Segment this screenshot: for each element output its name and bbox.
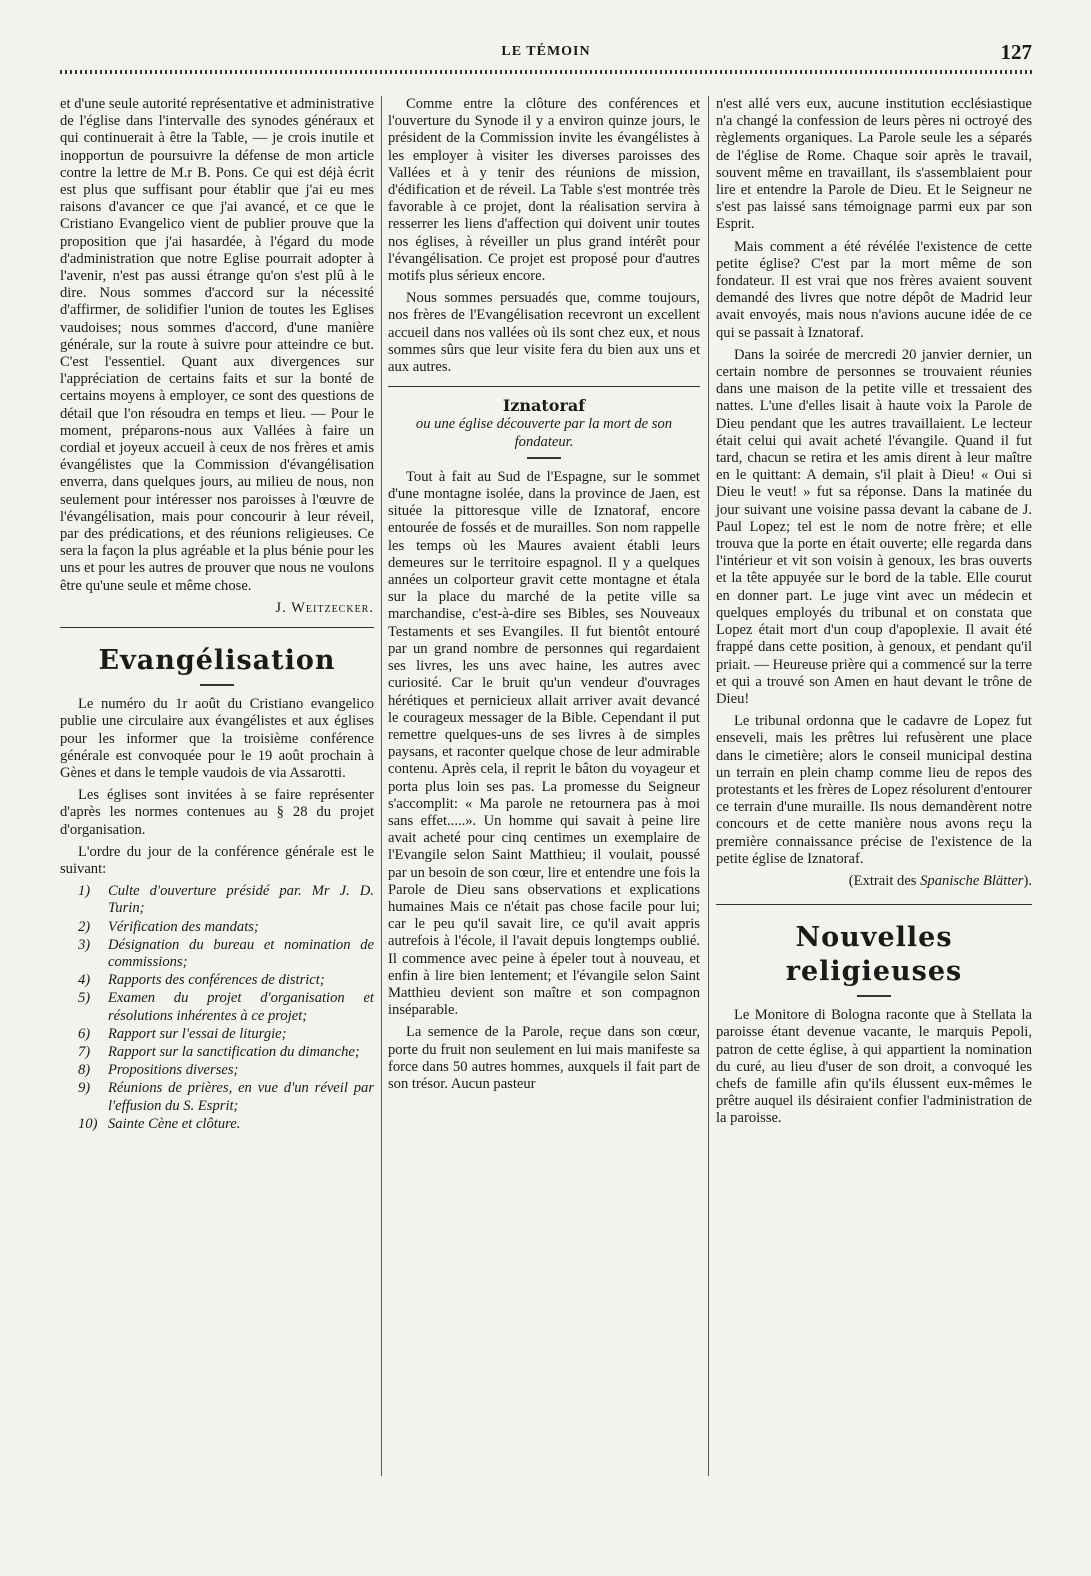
running-title: LE TÉMOIN — [501, 44, 591, 59]
article-subtitle: ou une église découverte par la mort de son fondateur. — [415, 416, 673, 450]
column-divider — [381, 96, 382, 1476]
agenda-item: 8) Propositions diverses; — [78, 1062, 239, 1079]
paragraph: n'est allé vers eux, aucune institution ecclésiastique n'a changé la confession de leurs pères ni octroyé des règlements organiques. La Parole seule les a séparés de l'église de Rome. Chaque soir après le travail, souvent même en travaillant, ils s'assemblaient pour lire et entendre la Parole de Dieu. Et le Seigneur ne s'est pas laissé sans témoignage parmi eux par son Esprit. — [716, 96, 1032, 233]
paragraph: Mais comment a été révélée l'existence de cette petite église? C'est par la mort même de son fondateur. Il est vrai que nos frères avaient souvent demandé des livres que notre dépôt de Madrid leur avait envoyés, mais nous n'avions aucune idée de ce qui se passait à Iznatoraf. — [716, 238, 1032, 341]
agenda-item: 5) Examen du projet d'organisation et résolutions inhérentes à ce projet; — [78, 990, 374, 1024]
paragraph: Comme entre la clôture des conférences et l'ouverture du Synode il y a environ quinze jours, le président de la Commission invite les évangélistes à les employer à visiter les diverses paroisses des Vallées et à y tenir des réunions de mission, d'édification et de réveil. La Table s'est montrée très favorable à ce projet, dont la réalisation servira à resserrer les liens d'affection qui doivent unir toutes nos églises, à réveiller un plus grand intérêt pour l'évangélisation. Ce projet est proposé pour d'autres motifs plus sérieux encore. — [388, 96, 700, 285]
paragraph: Les églises sont invitées à se faire représenter d'après les normes contenues au § 28 du projet d'organisation. — [60, 787, 374, 838]
agenda-item: 7) Rapport sur la sanctification du dimanche; — [78, 1043, 360, 1060]
section-title-nouvelles-religieuses: Nouvelles religieuses — [785, 922, 963, 988]
paragraph: et d'une seule autorité représentative et administrative de l'église dans l'intervalle des synodes généraux et qui continuerait à être la Table, — je crois inutile et inopportun de poursuivre la défense de mon article contre la lettre de M.r B. Pons. Ce qui est déjà écrit est plus que suffisant pour établir que j'ai eu mes raisons d'avancer ce que j'ai avancé, et ce que le Cristiano Evangelico vient de publier prouve que la proposition que j'ai hasardée, à l'égard du mode d'administration que notre Eglise pourrait adopter à l'avenir, n'est pas aussi étrange qu'on s'est plû à le dire. Nous sommes d'accord sur la nécessité d'affirmer, de solidifier l'union de toutes les Eglises vaudoises; nous sommes d'accord, d'une manière générale, sur la route à suivre pour atteindre ce but. C'est l'essentiel. Quant aux divergences sur l'appréciation de certains faits et sur la bonté de certains moyens à employer, ce sont des questions de détail que l'on résoudra en temps et lieu. — Pour le moment, préparons-nous aux Vallées à faire un cordial et joyeux accueil à ceux de nos frères et amis évangélistes que la Commission d'évangélisation enverra, dans quelques jours, au milieu de nous, non seulement pour intéresser nos paroisses à l'œuvre de l'évangélisation, mais pour concourir à leur réveil, par des prédications, et des réunions religieuses. Ce sera la façon la plus agréable et la plus bénie pour les uns et pour les autres de prouver que nous ne voulons être qu'une seule et même chose. — [60, 96, 374, 594]
agenda-item: 2) Vérification des mandats; — [78, 918, 259, 935]
page-header — [60, 40, 1032, 68]
paragraph: Nous sommes persuadés que, comme toujours, nos frères de l'Evangélisation recevront un excellent accueil dans nos vallées où ils sont chez eux, et nous sommes sûrs que leur visite fera du bien aux uns et aux autres. — [388, 290, 700, 376]
agenda-item: 3) Désignation du bureau et nomination de commissions; — [78, 936, 374, 970]
title-dash — [857, 995, 891, 997]
signature: J. Weitzecker. — [275, 599, 374, 616]
paragraph: L'ordre du jour de la conférence générale est le suivant: — [60, 843, 374, 877]
page-number: 127 — [1000, 40, 1032, 64]
agenda-item: 9) Réunions de prières, en vue d'un réveil par l'effusion du S. Esprit; — [78, 1080, 374, 1114]
paragraph: La semence de la Parole, reçue dans son cœur, porte du fruit non seulement en lui mais manifeste sa force dans 50 autres hommes, auxquels il fait part de son trésor. Aucun pasteur — [388, 1024, 700, 1092]
paragraph: Le numéro du 1r août du Cristiano evangelico publie une circulaire aux évangélistes et aux églises pour les informer que la troisième conférence générale est convoquée pour le 19 août prochain à Gènes et dans le temple vaudois de via Assarotti. — [60, 696, 374, 781]
agenda-item: 6) Rapport sur l'essai de liturgie; — [78, 1025, 287, 1042]
column-divider — [708, 96, 709, 1476]
agenda-item: 4) Rapports des conférences de district; — [78, 972, 325, 989]
agenda-item: 1) Culte d'ouverture présidé par. Mr J. D. Turin; — [78, 883, 374, 917]
title-dash — [527, 457, 561, 459]
paragraph: Le Monitore di Bologna raconte que à Stellata la paroisse étant devenue vacante, le marquis Pepoli, patron de cette église, à qui appartient la nomination du curé, au lieu d'user de son droit, a convoqué les chefs de famille afin qu'ils élussent eux-mêmes le prêtre auquel ils désiraient confier l'administration de la paroisse. — [716, 1007, 1032, 1127]
column-1 — [60, 96, 374, 1536]
agenda-item: 10) Sainte Cène et clôture. — [78, 1115, 241, 1132]
header-rule — [60, 70, 1032, 74]
agenda-list — [60, 883, 374, 1133]
article-title-iznatoraf: Iznatoraf — [502, 396, 586, 416]
title-dash — [200, 684, 234, 686]
divider — [716, 904, 1032, 905]
paragraph: Tout à fait au Sud de l'Espagne, sur le sommet d'une montagne isolée, dans la province de Jaen, est située la pittoresque ville de Iznatoraf, encore entourée de fossés et de murailles. Son nom rappelle les temps où les Maures avaient établi leurs demeures sur le territoire espagnol. Il y a quelques années un colporteur gravit cette montagne et étala sur la place du marché de la petite ville sa marchandise, c'est-à-dire ses Bibles, ses Nouveaux Testaments et ses Evangiles. Il fut bientôt entouré par un grand nombre de personnes qui regardaient ses livres, les uns avec haine, les autres avec curiosité. Car le bruit qu'un vendeur d'ouvrages hérétiques et pernicieux allait arriver avait devancé le courageux messager de la Bible. Cependant il put remettre quelques-uns de ses livres à de simples paysans, et raconter quelque chose de leur admirable contenu. Après cela, il reprit le bâton du voyageur et porta plus loin ses pas. La promesse du Seigneur s'accomplit: « Ma parole ne retournera pas à moi sans effet.....». Un homme qui savait à peine lire avait acheté pour cinq centimes un exemplaire de l'Evangile selon Saint Matthieu; il voulait, poussé par un besoin de son cœur, lire et entendre une fois la Parole de Dieu sans observations et explications humaines Mais ce n'était pas chose facile pour lui; car le peu qu'il savait lire, ce qu'il avait appris autrefois à l'école, il l'avait depuis longtemps oublié. Il commence avec peine à épeler tout à nouveau, et enfin à lire bien lentement; et l'évangile selon Saint Matthieu devient son maître et son compagnon inséparable. — [388, 468, 700, 1019]
divider — [60, 627, 374, 628]
paragraph: Dans la soirée de mercredi 20 janvier dernier, un certain nombre de personnes se trouvaient réunies dans une maison de la petite ville et tressaient des nattes. L'une d'elles lisait à haute voix la Parole de Dieu pendant que les autres travaillaient. Le lecteur était celui qui avait acheté l'évangile. Quand il fut tard, chacun se retira et les amis dirent à leur maître en le quittant: A demain, s'il plait à Dieu! « Oui si Dieu le veut! » fut sa réponse. Dans la matinée du jour suivant une voisine passa devant la cabane de J. Paul Lopez; tel est le nom de notre frère; et elle trouva que la porte en était ouverte; elle regarda dans l'intérieur et vit son voisin à genoux, les bras ouverts et la tête appuyée sur le bord de la table. Elle courut en donner part. Le juge vint avec un médecin et quelques employés du tribunal et on constata que Lopez était mort d'un coup d'apoplexie. Il avait été frappé dans cette position, à genoux, et pendant qu'il priait. — Heureuse prière qui a commencé sur la terre et qui a trouvé son Amen en haut devant le trône de Dieu! — [716, 346, 1032, 707]
section-title-evangelisation: Evangélisation — [98, 645, 336, 677]
divider — [388, 386, 700, 387]
column-3 — [716, 96, 1032, 1536]
column-2 — [388, 96, 700, 1536]
paragraph: Le tribunal ordonna que le cadavre de Lopez fut enseveli, mais les prêtres lui refusèrent une place dans le cimetière; alors le conseil municipal destina un terrain en plein champ comme lieu de repos des protestants et les frères de Lopez résolurent d'entourer ce terrain d'une muraille. Ils nous demandèrent notre concours et de cette manière nous avons reçu la première connaissance précise de l'existence de la petite église de Iznatoraf. — [716, 713, 1032, 867]
source-citation: (Extrait des Spanische Blätter). — [848, 872, 1032, 889]
